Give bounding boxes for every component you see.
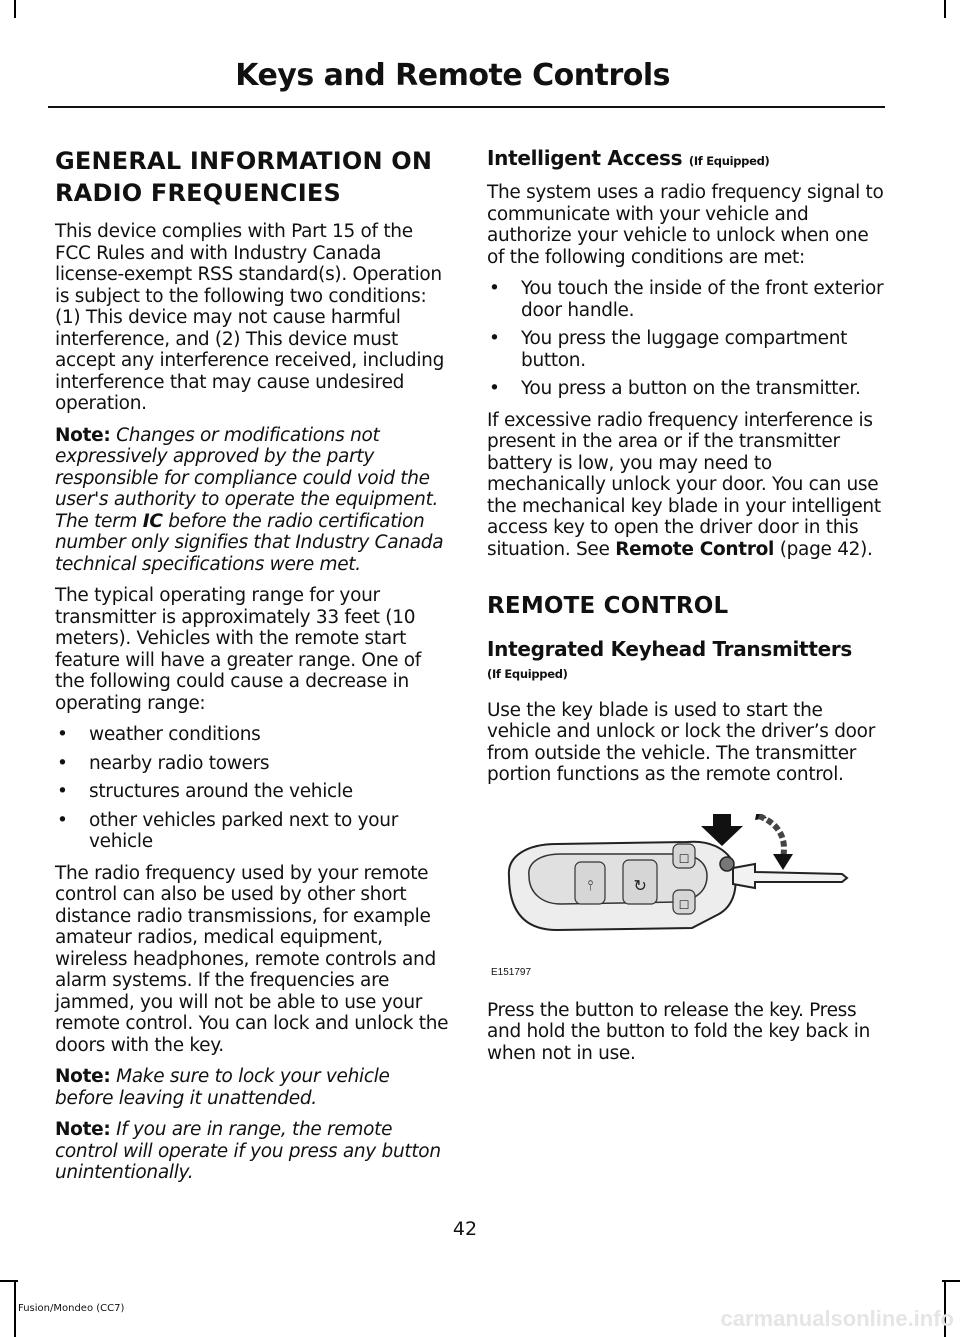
- section-heading-remote-control: REMOTE CONTROL: [487, 593, 729, 619]
- subheading-integrated-keyhead: Integrated Keyhead Transmitters: [487, 637, 853, 661]
- note-in-range: [55, 1119, 450, 1184]
- list-item: • You touch the inside of the front exterior door handle.: [487, 278, 885, 321]
- note-label: Note:: [55, 424, 111, 446]
- paragraph-text: If excessive radio frequency interference is present in the area or if the transmitter battery is low, you may need to mechanically unlock your door. You can use the mechanical key blade in your intelligent access key to open the driver door in this situation. See: [487, 409, 881, 560]
- note-text: before the radio certification number only signifies that Industry Canada technical specifications were met.: [55, 510, 444, 575]
- page-reference: (page 42).: [779, 538, 873, 560]
- watermark: carmanualsonline.info: [720, 1306, 954, 1331]
- heading-line-1: GENERAL INFORMATION ON: [55, 147, 433, 175]
- paragraph-frequency: The radio frequency used by your remote control can also be used by other short distance radio transmissions, for example amateur radios, medical equipment, wireless headphones, remote controls and alarm systems. If the frequencies are jammed, you will not be able to use your remote control. You can lock and unlock the doors with the key.: [55, 862, 449, 1056]
- page-number: 42: [452, 1218, 478, 1240]
- remote-control-link[interactable]: Remote Control: [615, 538, 775, 560]
- paragraph-interference: [487, 410, 885, 561]
- if-equipped-label: (If Equipped): [487, 667, 568, 681]
- right-column: [487, 145, 885, 1074]
- footer-model: Fusion/Mondeo (CC7): [18, 1303, 125, 1314]
- section-heading-radio-frequencies: [55, 145, 450, 209]
- if-equipped-label: (If Equipped): [688, 154, 770, 168]
- range-factors-list: [55, 724, 450, 853]
- header-rule: [48, 106, 885, 108]
- list-item: • nearby radio towers: [55, 753, 450, 775]
- fold-arrow-tail-icon: [773, 854, 793, 870]
- lock-icon: ☐: [678, 897, 690, 912]
- paragraph-fcc: This device complies with Part 15 of the FCC Rules and with Industry Canada license-exempt RSS standard(s). Operation is subject to the following two conditions: (1) This device may not cause harmful interference, and (2) This device must accept any interference received, including interference that may cause undesired operation.: [55, 221, 445, 414]
- note-text: Make sure to lock your vehicle before leaving it unattended.: [55, 1066, 390, 1109]
- paragraph-key-blade: Use the key blade is used to start the vehicle and unlock or lock the driver’s door from outside the vehicle. The transmitter portion functions as the remote control.: [487, 699, 876, 785]
- list-item: • You press a button on the transmitter.: [487, 378, 885, 400]
- crop-mark: [14, 1280, 16, 1337]
- heading-line-2: RADIO FREQUENCIES: [55, 179, 341, 207]
- note-ic-term: IC: [142, 510, 163, 532]
- crop-mark: [944, 0, 946, 18]
- note-label: Note:: [55, 1066, 111, 1087]
- crop-mark: [0, 1280, 18, 1282]
- paragraph-intelligent-access: The system uses a radio frequency signal to communicate with your vehicle and authorize your vehicle to unlock when one of the following conditions are met:: [487, 182, 884, 268]
- note-text: If you are in range, the remote control will operate if you press any button unintentionally.: [55, 1119, 441, 1183]
- note-label: Note:: [55, 1119, 111, 1140]
- list-item: • weather conditions: [55, 724, 450, 746]
- heading-text: Intelligent Access: [487, 146, 683, 170]
- crop-mark: [14, 0, 16, 18]
- key-blade: [733, 864, 847, 888]
- unlock-conditions-list: [487, 278, 885, 400]
- list-item: • other vehicles parked next to your vehicle: [55, 810, 450, 853]
- fold-arrow-icon: [759, 816, 784, 858]
- crop-mark: [942, 1280, 960, 1282]
- panic-icon: ⫯: [587, 877, 593, 894]
- unlock-icon: ☐: [678, 851, 690, 866]
- paragraph-release-key: Press the button to release the key. Press and hold the button to fold the key back in when not in use.: [487, 999, 870, 1064]
- note-ic: [55, 425, 450, 576]
- remote-start-icon: ↻: [633, 875, 647, 895]
- press-arrow-icon: [701, 814, 743, 846]
- left-column: [55, 145, 450, 1194]
- list-item: • You press the luggage compartment button.: [487, 328, 885, 371]
- list-item: • structures around the vehicle: [55, 781, 450, 803]
- note-lock-vehicle: [55, 1066, 450, 1109]
- section-heading-intelligent-access: [487, 145, 885, 174]
- key-transmitter-figure: [487, 814, 885, 984]
- figure-id: E151797: [491, 967, 532, 978]
- key-transmitter-illustration: [487, 814, 885, 964]
- page-header-title: Keys and Remote Controls: [235, 58, 670, 93]
- paragraph-range: The typical operating range for your transmitter is approximately 33 feet (10 meters). Vehicles with the remote start feature will have a greater range. One of the following could cause a decrease in operating range:: [55, 585, 422, 714]
- release-button: [720, 857, 734, 871]
- note-text: Changes or modifications not expressively approved by the party responsible for compliance could void the user's authority to operate the equipment. The term: [55, 424, 439, 532]
